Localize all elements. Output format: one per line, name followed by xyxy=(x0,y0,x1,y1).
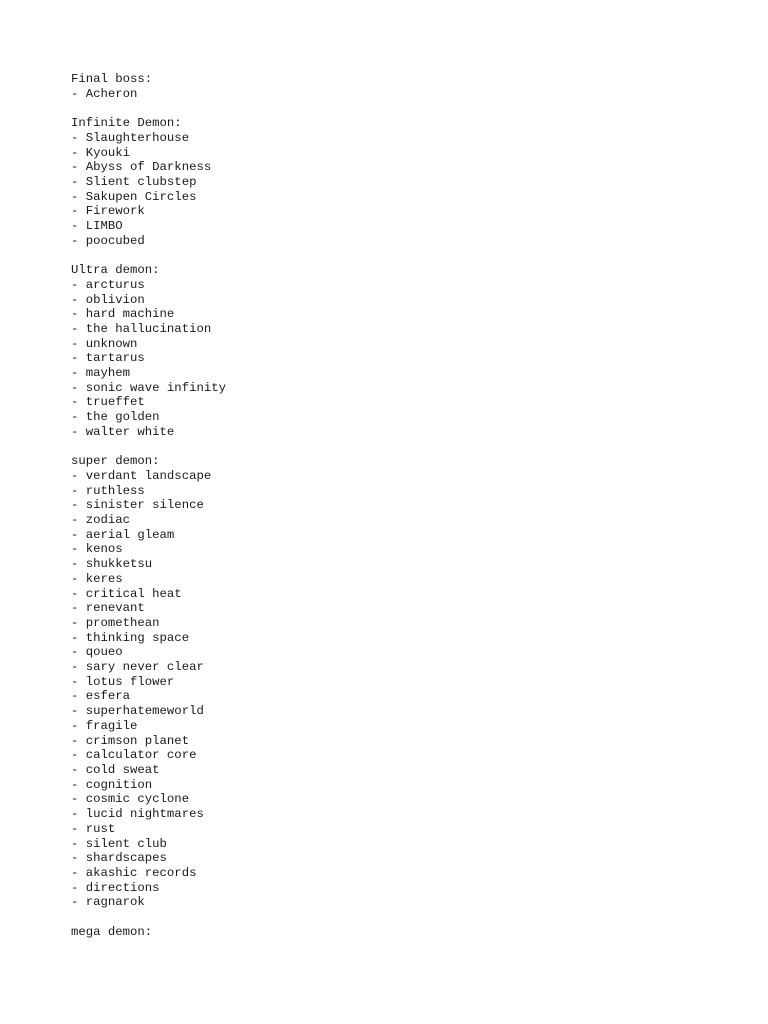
list-item: - calculator core xyxy=(71,748,197,763)
list-item: - akashic records xyxy=(71,865,197,880)
section-mega-demon xyxy=(71,925,711,940)
list-item: - aerial gleam xyxy=(71,527,175,542)
list-item: - keres xyxy=(71,571,123,586)
list-item: - arcturus xyxy=(71,277,145,292)
list-item: - LIMBO xyxy=(71,219,123,234)
list-item: - tartarus xyxy=(71,351,145,366)
list-item: - shardscapes xyxy=(71,851,167,866)
list-item: - trueffet xyxy=(71,395,145,410)
section-heading: Infinite Demon: xyxy=(71,116,182,131)
list-item: - superhatemeworld xyxy=(71,704,204,719)
list-item: - cognition xyxy=(71,777,153,792)
list-item: - oblivion xyxy=(71,292,145,307)
list-item: - poocubed xyxy=(71,233,145,248)
list-item: - cold sweat xyxy=(71,763,160,777)
list-item: - silent club xyxy=(71,836,167,851)
list-item: - Abyss of Darkness xyxy=(71,160,212,175)
section-infinite-demon xyxy=(71,116,711,248)
section-super-demon xyxy=(71,454,711,910)
list-item: - sary never clear xyxy=(71,660,204,675)
list-item: - Sakupen Circles xyxy=(71,189,197,204)
list-item: - verdant landscape xyxy=(71,468,212,483)
section-heading: Ultra demon: xyxy=(71,263,160,278)
list-item: - the hallucination xyxy=(71,321,212,336)
list-item: - critical heat xyxy=(71,586,182,601)
list-item: - shukketsu xyxy=(71,557,153,572)
list-item: - lucid nightmares xyxy=(71,807,204,822)
list-item: - mayhem xyxy=(71,366,131,381)
list-item: - Acheron xyxy=(71,86,138,101)
section-heading: mega demon: xyxy=(71,924,153,939)
list-item: - unknown xyxy=(71,336,138,351)
list-item: - ragnarok xyxy=(71,895,145,910)
list-item: - esfera xyxy=(71,689,131,704)
list-item: - fragile xyxy=(71,718,138,733)
list-item: - Kyouki xyxy=(71,145,131,160)
list-item: - crimson planet xyxy=(71,733,190,748)
list-item: - hard machine xyxy=(71,307,175,322)
list-item: - sinister silence xyxy=(71,498,204,513)
list-item: - thinking space xyxy=(71,630,190,645)
list-item: - rust xyxy=(71,821,116,836)
list-item: - Firework xyxy=(71,204,145,219)
list-item: - ruthless xyxy=(71,483,145,498)
section-final-boss xyxy=(71,72,711,101)
section-ultra-demon xyxy=(71,263,711,439)
list-item: - lotus flower xyxy=(71,674,175,689)
list-item: - the golden xyxy=(71,410,160,425)
list-item: - Slaughterhouse xyxy=(71,130,190,145)
list-item: - sonic wave infinity xyxy=(71,380,226,395)
section-heading: Final boss: xyxy=(71,72,153,86)
list-item: - cosmic cyclone xyxy=(71,792,190,807)
list-item: - renevant xyxy=(71,601,145,616)
list-item: - zodiac xyxy=(71,513,131,528)
list-item: - Slient clubstep xyxy=(71,174,197,189)
list-item: - kenos xyxy=(71,542,123,557)
list-item: - directions xyxy=(71,880,160,895)
document-body xyxy=(71,72,711,954)
list-item: - walter white xyxy=(71,424,175,439)
list-item: - promethean xyxy=(71,615,160,630)
list-item: - qoueo xyxy=(71,645,123,660)
section-heading: super demon: xyxy=(71,454,160,469)
